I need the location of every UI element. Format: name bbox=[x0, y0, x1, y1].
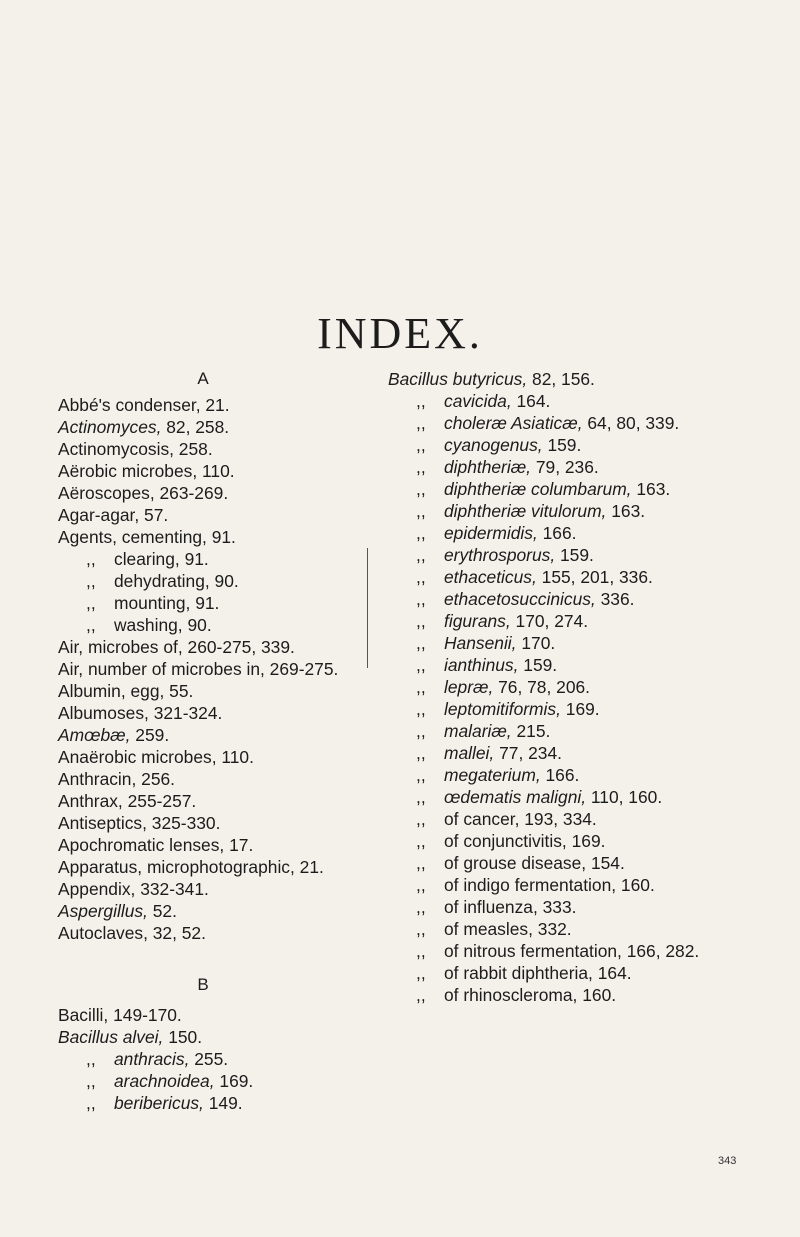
entry-term: erythrosporus, bbox=[444, 545, 556, 565]
entry-term: diphtheriæ columbarum, bbox=[444, 479, 632, 499]
index-subentry bbox=[388, 390, 748, 412]
index-entry bbox=[58, 834, 348, 856]
ditto-mark: ,, bbox=[416, 853, 426, 873]
ditto-mark: ,, bbox=[86, 571, 96, 591]
index-subentry bbox=[388, 984, 748, 1006]
ditto-mark: ,, bbox=[416, 457, 426, 477]
entry-pages: 90. bbox=[182, 615, 212, 635]
entry-pages: 256. bbox=[136, 769, 175, 789]
index-entry bbox=[58, 482, 348, 504]
entry-pages: 159. bbox=[542, 435, 582, 455]
entry-pages: 269-275. bbox=[264, 659, 339, 679]
entry-term: of grouse disease, bbox=[444, 853, 587, 873]
index-subentry bbox=[388, 808, 748, 830]
index-subentry bbox=[388, 522, 748, 544]
index-column-right bbox=[388, 368, 748, 1006]
entry-term: clearing, bbox=[114, 549, 180, 569]
index-subentry bbox=[58, 570, 348, 592]
entry-term: Albumin, egg, bbox=[58, 681, 165, 701]
entry-term: Antiseptics, bbox=[58, 813, 147, 833]
ditto-mark: ,, bbox=[416, 501, 426, 521]
entry-term: diphtheriæ, bbox=[444, 457, 532, 477]
entry-pages: 155, 201, 336. bbox=[536, 567, 653, 587]
index-subentry bbox=[388, 962, 748, 984]
index-subentry bbox=[388, 610, 748, 632]
ditto-mark: ,, bbox=[416, 391, 426, 411]
index-entry bbox=[388, 368, 748, 390]
entry-pages: 110. bbox=[197, 461, 235, 481]
index-subentry bbox=[388, 500, 748, 522]
index-entry bbox=[58, 724, 348, 746]
entry-term: of measles, bbox=[444, 919, 533, 939]
ditto-mark: ,, bbox=[416, 655, 426, 675]
index-subentry bbox=[388, 742, 748, 764]
entry-term: diphtheriæ vitulorum, bbox=[444, 501, 607, 521]
index-entry bbox=[58, 878, 348, 900]
entry-pages: 332. bbox=[532, 919, 572, 939]
page-title: INDEX. bbox=[317, 309, 483, 358]
ditto-mark: ,, bbox=[416, 787, 426, 807]
entry-pages: 255-257. bbox=[122, 791, 197, 811]
entry-term: Bacillus alvei, bbox=[58, 1027, 164, 1047]
section-a-entries bbox=[58, 394, 348, 944]
entry-pages: 57. bbox=[139, 505, 169, 525]
entry-pages: 159. bbox=[518, 655, 558, 675]
entry-pages: 166. bbox=[540, 765, 580, 785]
entry-pages: 110, 160. bbox=[586, 787, 663, 807]
index-entry bbox=[58, 900, 348, 922]
index-subentry bbox=[388, 720, 748, 742]
entry-term: Abbé's condenser, bbox=[58, 395, 201, 415]
index-entry bbox=[58, 702, 348, 724]
index-subentry bbox=[388, 456, 748, 478]
index-subentry bbox=[58, 1070, 348, 1092]
ditto-mark: ,, bbox=[416, 479, 426, 499]
entry-pages: 149-170. bbox=[108, 1005, 182, 1025]
ditto-mark: ,, bbox=[416, 897, 426, 917]
entry-term: epidermidis, bbox=[444, 523, 538, 543]
entry-term: cyanogenus, bbox=[444, 435, 543, 455]
index-subentry bbox=[388, 412, 748, 434]
entry-pages: 150. bbox=[163, 1027, 203, 1047]
ditto-mark: ,, bbox=[416, 435, 426, 455]
ditto-mark: ,, bbox=[416, 413, 426, 433]
index-subentry bbox=[388, 874, 748, 896]
index-subentry bbox=[58, 592, 348, 614]
entry-term: œdematis maligni, bbox=[444, 787, 587, 807]
index-entry bbox=[58, 394, 348, 416]
entry-pages: 193, 334. bbox=[519, 809, 597, 829]
index-entry bbox=[58, 636, 348, 658]
entry-pages: 325-330. bbox=[146, 813, 221, 833]
entry-pages: 21. bbox=[200, 395, 230, 415]
index-subentry bbox=[388, 544, 748, 566]
entry-pages: 55. bbox=[164, 681, 194, 701]
section-letter-a: A bbox=[197, 369, 209, 388]
entry-term: Hansenii, bbox=[444, 633, 517, 653]
entry-pages: 336. bbox=[595, 589, 635, 609]
entry-term: dehydrating, bbox=[114, 571, 210, 591]
ditto-mark: ,, bbox=[416, 831, 426, 851]
ditto-mark: ,, bbox=[86, 1049, 96, 1069]
entry-pages: 163. bbox=[631, 479, 671, 499]
ditto-mark: ,, bbox=[416, 633, 426, 653]
ditto-mark: ,, bbox=[416, 611, 426, 631]
entry-pages: 255. bbox=[189, 1049, 229, 1069]
entry-term: ethaceticus, bbox=[444, 567, 537, 587]
entry-term: leptomitiformis, bbox=[444, 699, 561, 719]
index-subentry bbox=[388, 478, 748, 500]
entry-pages: 169. bbox=[566, 831, 606, 851]
entry-term: Actinomycosis, bbox=[58, 439, 174, 459]
entry-pages: 166, 282. bbox=[621, 941, 700, 961]
ditto-mark: ,, bbox=[416, 699, 426, 719]
ditto-mark: ,, bbox=[416, 963, 426, 983]
entry-term: Apparatus, microphotographic, bbox=[58, 857, 295, 877]
entry-pages: 263-269. bbox=[154, 483, 229, 503]
index-subentry bbox=[388, 676, 748, 698]
entry-term: of cancer, bbox=[444, 809, 520, 829]
index-entry bbox=[58, 416, 348, 438]
entry-term: of nitrous fermentation, bbox=[444, 941, 622, 961]
entry-term: Amœbæ, bbox=[58, 725, 131, 745]
entry-term: Autoclaves, bbox=[58, 923, 148, 943]
entry-term: Aërobic microbes, bbox=[58, 461, 198, 481]
entry-head: Bacillus bbox=[388, 369, 448, 389]
index-subentry bbox=[388, 566, 748, 588]
entry-pages: 333. bbox=[537, 897, 577, 917]
entry-pages: 90. bbox=[209, 571, 239, 591]
entry-term: butyricus, bbox=[452, 369, 528, 389]
entry-pages: 21. bbox=[294, 857, 324, 877]
entry-term: mounting, bbox=[114, 593, 191, 613]
entry-pages: 159. bbox=[555, 545, 594, 565]
index-subentry bbox=[58, 1092, 348, 1114]
index-entry bbox=[58, 922, 348, 944]
entry-term: cavicida, bbox=[444, 391, 512, 411]
page-number: 343 bbox=[718, 1155, 737, 1167]
entry-pages: 91. bbox=[190, 593, 220, 613]
entry-term: Aëroscopes, bbox=[58, 483, 155, 503]
index-subentry bbox=[388, 830, 748, 852]
entry-pages: 170. bbox=[516, 633, 556, 653]
entry-pages: 160. bbox=[577, 985, 617, 1005]
entry-pages: 164. bbox=[592, 963, 632, 983]
entry-pages: 77, 234. bbox=[494, 743, 562, 763]
index-subentry bbox=[388, 764, 748, 786]
ditto-mark: ,, bbox=[86, 593, 96, 613]
ditto-mark: ,, bbox=[416, 589, 426, 609]
index-entry bbox=[58, 1004, 348, 1026]
index-entry bbox=[58, 1026, 348, 1048]
index-entry bbox=[58, 504, 348, 526]
entry-term: Aspergillus, bbox=[58, 901, 148, 921]
entry-pages: 79, 236. bbox=[531, 457, 599, 477]
entry-term: lepræ, bbox=[444, 677, 494, 697]
entry-term: of indigo fermentation, bbox=[444, 875, 617, 895]
entry-term: Air, microbes of, bbox=[58, 637, 183, 657]
entry-term: ianthinus, bbox=[444, 655, 519, 675]
index-entry bbox=[58, 746, 348, 768]
entry-term: ethacetosuccinicus, bbox=[444, 589, 596, 609]
entry-pages: 64, 80, 339. bbox=[582, 413, 680, 433]
ditto-mark: ,, bbox=[416, 743, 426, 763]
entry-pages: 149. bbox=[203, 1093, 243, 1113]
index-subentry bbox=[58, 1048, 348, 1070]
entry-pages: 91. bbox=[206, 527, 236, 547]
index-subentry bbox=[388, 852, 748, 874]
entry-pages: 82, 156. bbox=[527, 369, 595, 389]
entry-pages: 82, 258. bbox=[161, 417, 230, 437]
ditto-mark: ,, bbox=[416, 567, 426, 587]
ditto-mark: ,, bbox=[86, 615, 96, 635]
index-entry bbox=[58, 438, 348, 460]
ditto-mark: ,, bbox=[416, 523, 426, 543]
section-letter-b: B bbox=[197, 975, 209, 994]
entry-pages: 91. bbox=[179, 549, 209, 569]
entry-term: washing, bbox=[114, 615, 183, 635]
entry-term: Bacilli, bbox=[58, 1005, 109, 1025]
ditto-mark: ,, bbox=[416, 919, 426, 939]
index-entry bbox=[58, 460, 348, 482]
entry-pages: 166. bbox=[537, 523, 577, 543]
index-subentry bbox=[388, 434, 748, 456]
index-subentry bbox=[388, 896, 748, 918]
entry-pages: 52. bbox=[147, 901, 177, 921]
entry-pages: 258. bbox=[173, 439, 213, 459]
ditto-mark: ,, bbox=[86, 1071, 96, 1091]
entry-pages: 76, 78, 206. bbox=[493, 677, 590, 697]
index-subentry bbox=[388, 786, 748, 808]
index-entry bbox=[58, 658, 348, 680]
entry-pages: 32, 52. bbox=[147, 923, 206, 943]
ditto-mark: ,, bbox=[416, 941, 426, 961]
ditto-mark: ,, bbox=[416, 677, 426, 697]
entry-term: figurans, bbox=[444, 611, 511, 631]
ditto-mark: ,, bbox=[416, 721, 426, 741]
index-column-left bbox=[58, 368, 348, 1114]
entry-term: Apochromatic lenses, bbox=[58, 835, 225, 855]
ditto-mark: ,, bbox=[416, 545, 426, 565]
entry-term: Actinomyces, bbox=[58, 417, 162, 437]
index-entry bbox=[58, 680, 348, 702]
entry-term: beribericus, bbox=[114, 1093, 204, 1113]
entry-pages: 332-341. bbox=[135, 879, 209, 899]
entry-term: Air, number of microbes in, bbox=[58, 659, 265, 679]
index-subentry bbox=[58, 614, 348, 636]
ditto-mark: ,, bbox=[416, 765, 426, 785]
column-divider bbox=[367, 548, 368, 668]
entry-pages: 169. bbox=[214, 1071, 254, 1091]
index-entry bbox=[58, 790, 348, 812]
index-entry bbox=[58, 812, 348, 834]
entry-pages: 169. bbox=[560, 699, 600, 719]
index-subentry bbox=[388, 918, 748, 940]
entry-pages: 259. bbox=[130, 725, 170, 745]
entry-pages: 260-275, 339. bbox=[182, 637, 295, 657]
ditto-mark: ,, bbox=[416, 875, 426, 895]
ditto-mark: ,, bbox=[416, 985, 426, 1005]
entry-pages: 160. bbox=[616, 875, 655, 895]
entry-term: mallei, bbox=[444, 743, 495, 763]
entry-term: Anthrax, bbox=[58, 791, 123, 811]
entry-term: anthracis, bbox=[114, 1049, 190, 1069]
ditto-mark: ,, bbox=[416, 809, 426, 829]
entry-pages: 164. bbox=[511, 391, 551, 411]
entry-term: malariæ, bbox=[444, 721, 512, 741]
entry-term: Anthracin, bbox=[58, 769, 137, 789]
entry-term: arachnoidea, bbox=[114, 1071, 215, 1091]
entry-term: of rabbit diphtheria, bbox=[444, 963, 593, 983]
entry-pages: 17. bbox=[224, 835, 254, 855]
index-subentry bbox=[388, 654, 748, 676]
entry-term: Agar-agar, bbox=[58, 505, 140, 525]
index-subentry bbox=[58, 548, 348, 570]
entry-pages: 321-324. bbox=[148, 703, 223, 723]
entry-pages: 215. bbox=[511, 721, 551, 741]
entry-term: of conjunctivitis, bbox=[444, 831, 567, 851]
entry-term: megaterium, bbox=[444, 765, 541, 785]
ditto-mark: ,, bbox=[86, 549, 96, 569]
index-subentry bbox=[388, 940, 748, 962]
entry-term: choleræ Asiaticæ, bbox=[444, 413, 583, 433]
entry-pages: 154. bbox=[586, 853, 625, 873]
entry-term: Agents, cementing, bbox=[58, 527, 207, 547]
entry-pages: 163. bbox=[606, 501, 646, 521]
index-subentry bbox=[388, 632, 748, 654]
ditto-mark: ,, bbox=[86, 1093, 96, 1113]
section-b-entries bbox=[58, 1004, 348, 1114]
entry-pages: 110. bbox=[216, 747, 254, 767]
index-subentry bbox=[388, 588, 748, 610]
entry-pages: 170, 274. bbox=[510, 611, 589, 631]
index-subentry bbox=[388, 698, 748, 720]
entry-term: Anaërobic microbes, bbox=[58, 747, 217, 767]
index-entry bbox=[58, 526, 348, 548]
entry-term: of influenza, bbox=[444, 897, 538, 917]
index-entry bbox=[58, 768, 348, 790]
entry-term: Albumoses, bbox=[58, 703, 149, 723]
entry-term: of rhinoscleroma, bbox=[444, 985, 578, 1005]
entry-term: Appendix, bbox=[58, 879, 136, 899]
index-entry bbox=[58, 856, 348, 878]
